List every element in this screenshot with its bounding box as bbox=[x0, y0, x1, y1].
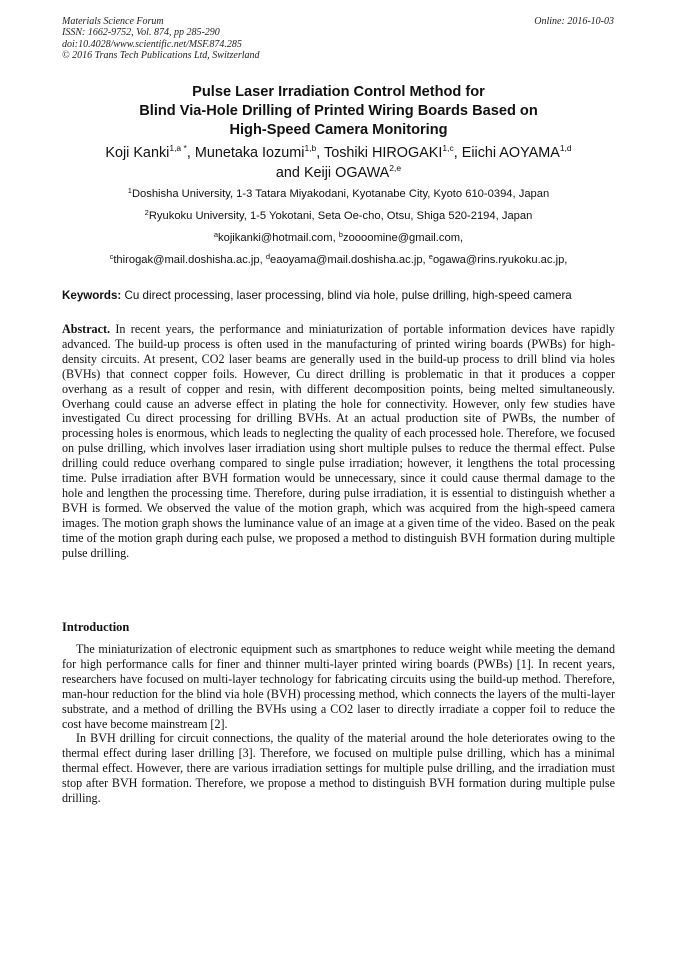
email-mark: a bbox=[213, 230, 218, 239]
affiliation-1 bbox=[62, 187, 615, 202]
email-line-1 bbox=[62, 231, 615, 246]
email-link[interactable]: thirogak@mail.doshisha.ac.jp, bbox=[113, 254, 263, 266]
author-line-1: Koji Kanki$^{1,a *}$, Munetaka Iozumi$^{1,b}$, Toshiki HIROGAKI$^{1,c}$, Eiichi AOYAMA$^{1,d}$ bbox=[105, 143, 572, 161]
abstract-text: In recent years, the performance and miniaturization of portable information devices have rapidly advanced. The build-up process is often used in the manufacturing of printed wiring boards (PWBs) for high-density circuits. At present, CO2 laser beams are generally used in the build-up process to drill blind via holes (BVHs) that connect copper foils. However, Cu direct drilling is problematic in that it produces a copper overhang as a result of copper and resin, with different decomposition points, being melted simultaneously. Overhang could cause an adverse effect in plating the hole for connectivity. However, only few studies have investigated Cu direct processing for drilling BVHs. At an actual production site of PWBs, the number of processing holes is enormous, which leads to neglecting the quality of each processed hole. Therefore, we focused on pulse drilling, which involves laser irradiation using short multiple pulses to reduce the thermal effect. Pulse drilling could reduce overhang compared to single pulse irradiation; however, it lengthens the total processing time. Pulse irradiation after BVH formation would be unnecessary, since it could cause thermal damage to the hole and lengthen the processing time. Therefore, during pulse irradiation, it is essential to distinguish whether a BVH is formed. We observed the value of the motion graph, which was acquired from the high-speed camera images. The motion graph shows the luminance value of an image at a given time of the video. Based on the peak time of the motion graph during each pulse, we proposed a method to distinguish BVH formation during multiple pulse drilling. bbox=[62, 322, 615, 560]
email-link[interactable]: ogawa@rins.ryukoku.ac.jp, bbox=[432, 254, 568, 266]
online-date: Online: 2016-10-03 bbox=[534, 16, 614, 27]
journal-header bbox=[62, 16, 362, 62]
keywords bbox=[62, 289, 615, 303]
author-name: Munetaka Iozumi bbox=[194, 145, 305, 161]
affil-mark: 2 bbox=[144, 208, 149, 217]
keywords-label: Keywords: bbox=[62, 289, 122, 302]
doi-line: doi:10.4028/www.scientific.net/MSF.874.285 bbox=[62, 38, 242, 50]
email-link[interactable]: zoooomine@gmail.com, bbox=[342, 232, 464, 244]
author-affil-mark: 1,a * bbox=[169, 143, 187, 153]
section-heading-introduction: Introduction bbox=[62, 620, 130, 634]
author-name: Koji Kanki bbox=[105, 145, 170, 161]
title-line-1: Pulse Laser Irradiation Control Method for bbox=[192, 84, 485, 100]
author-affil-mark: 1,c bbox=[442, 143, 454, 153]
author-name: Toshiki HIROGAKI bbox=[324, 145, 443, 161]
paper-title bbox=[62, 83, 615, 140]
author-and: and bbox=[275, 164, 300, 181]
affil-mark: 1 bbox=[127, 186, 132, 195]
email-line-2 bbox=[62, 253, 615, 268]
issn-line: ISSN: 1662-9752, Vol. 874, pp 285-290 bbox=[62, 27, 220, 39]
author-name: Keiji OGAWA bbox=[303, 164, 390, 181]
journal-name: Materials Science Forum bbox=[62, 16, 164, 27]
title-line-2: Blind Via-Hole Drilling of Printed Wiring Boards Based on bbox=[139, 103, 538, 119]
author-name: Eiichi AOYAMA bbox=[461, 145, 560, 161]
author-list bbox=[62, 144, 615, 183]
email-link[interactable]: eaoyama@mail.doshisha.ac.jp, bbox=[270, 254, 426, 266]
intro-paragraph-1: The miniaturization of electronic equipment such as smartphones to reduce weight while meeting the demand for high performance calls for finer and thinner multi-layer printed wiring boards (PWBs) [1]. In recent years, researchers have focused on multi-layer technology for fabricating circuits using the build-up method. Therefore, man-hour reduction for the blind via hole (BVH) processing method, which connects the layers of the multi-layer substrate, and a method of drilling the BVHs using a CO2 laser to directly irradiate a copper foil to reduce the cost have become mainstream [2]. bbox=[62, 642, 615, 731]
title-line-3: High-Speed Camera Monitoring bbox=[229, 122, 448, 138]
email-mark: d bbox=[265, 252, 271, 261]
author-affil-mark: 2,e bbox=[389, 162, 402, 173]
introduction-body bbox=[62, 642, 615, 806]
email-mark: b bbox=[338, 230, 343, 239]
affiliation-2 bbox=[62, 209, 615, 224]
intro-paragraph-2: In BVH drilling for circuit connections, the quality of the material around the hole deteriorates owing to the thermal effect during laser drilling [3]. Therefore, we focused on multiple pulse drilling, which has a minimal thermal effect. However, there are various irradiation settings for multiple pulse drilling, and the irradiation must stop after BVH formation. Therefore, we propose a method to distinguish BVH formation during multiple pulse drilling. bbox=[62, 731, 615, 806]
author-affil-mark: 1,d bbox=[559, 143, 572, 153]
email-mark: c bbox=[109, 252, 114, 261]
author-affil-mark: 1,b bbox=[304, 143, 317, 153]
keywords-text: Cu direct processing, laser processing, blind via hole, pulse drilling, high-speed camera bbox=[124, 289, 572, 302]
copyright-line: © 2016 Trans Tech Publications Ltd, Switzerland bbox=[62, 50, 260, 62]
affil-text: Doshisha University, 1-3 Tatara Miyakodani, Kyotanabe City, Kyoto 610-0394, Japan bbox=[131, 188, 550, 200]
affil-text: Ryukoku University, 1-5 Yokotani, Seta Oe-cho, Otsu, Shiga 520-2194, Japan bbox=[148, 210, 533, 222]
abstract bbox=[62, 322, 615, 561]
abstract-label: Abstract. bbox=[62, 322, 111, 336]
author-line-2 bbox=[62, 164, 615, 184]
email-link[interactable]: kojikanki@hotmail.com, bbox=[218, 232, 336, 244]
email-mark: e bbox=[428, 252, 433, 261]
